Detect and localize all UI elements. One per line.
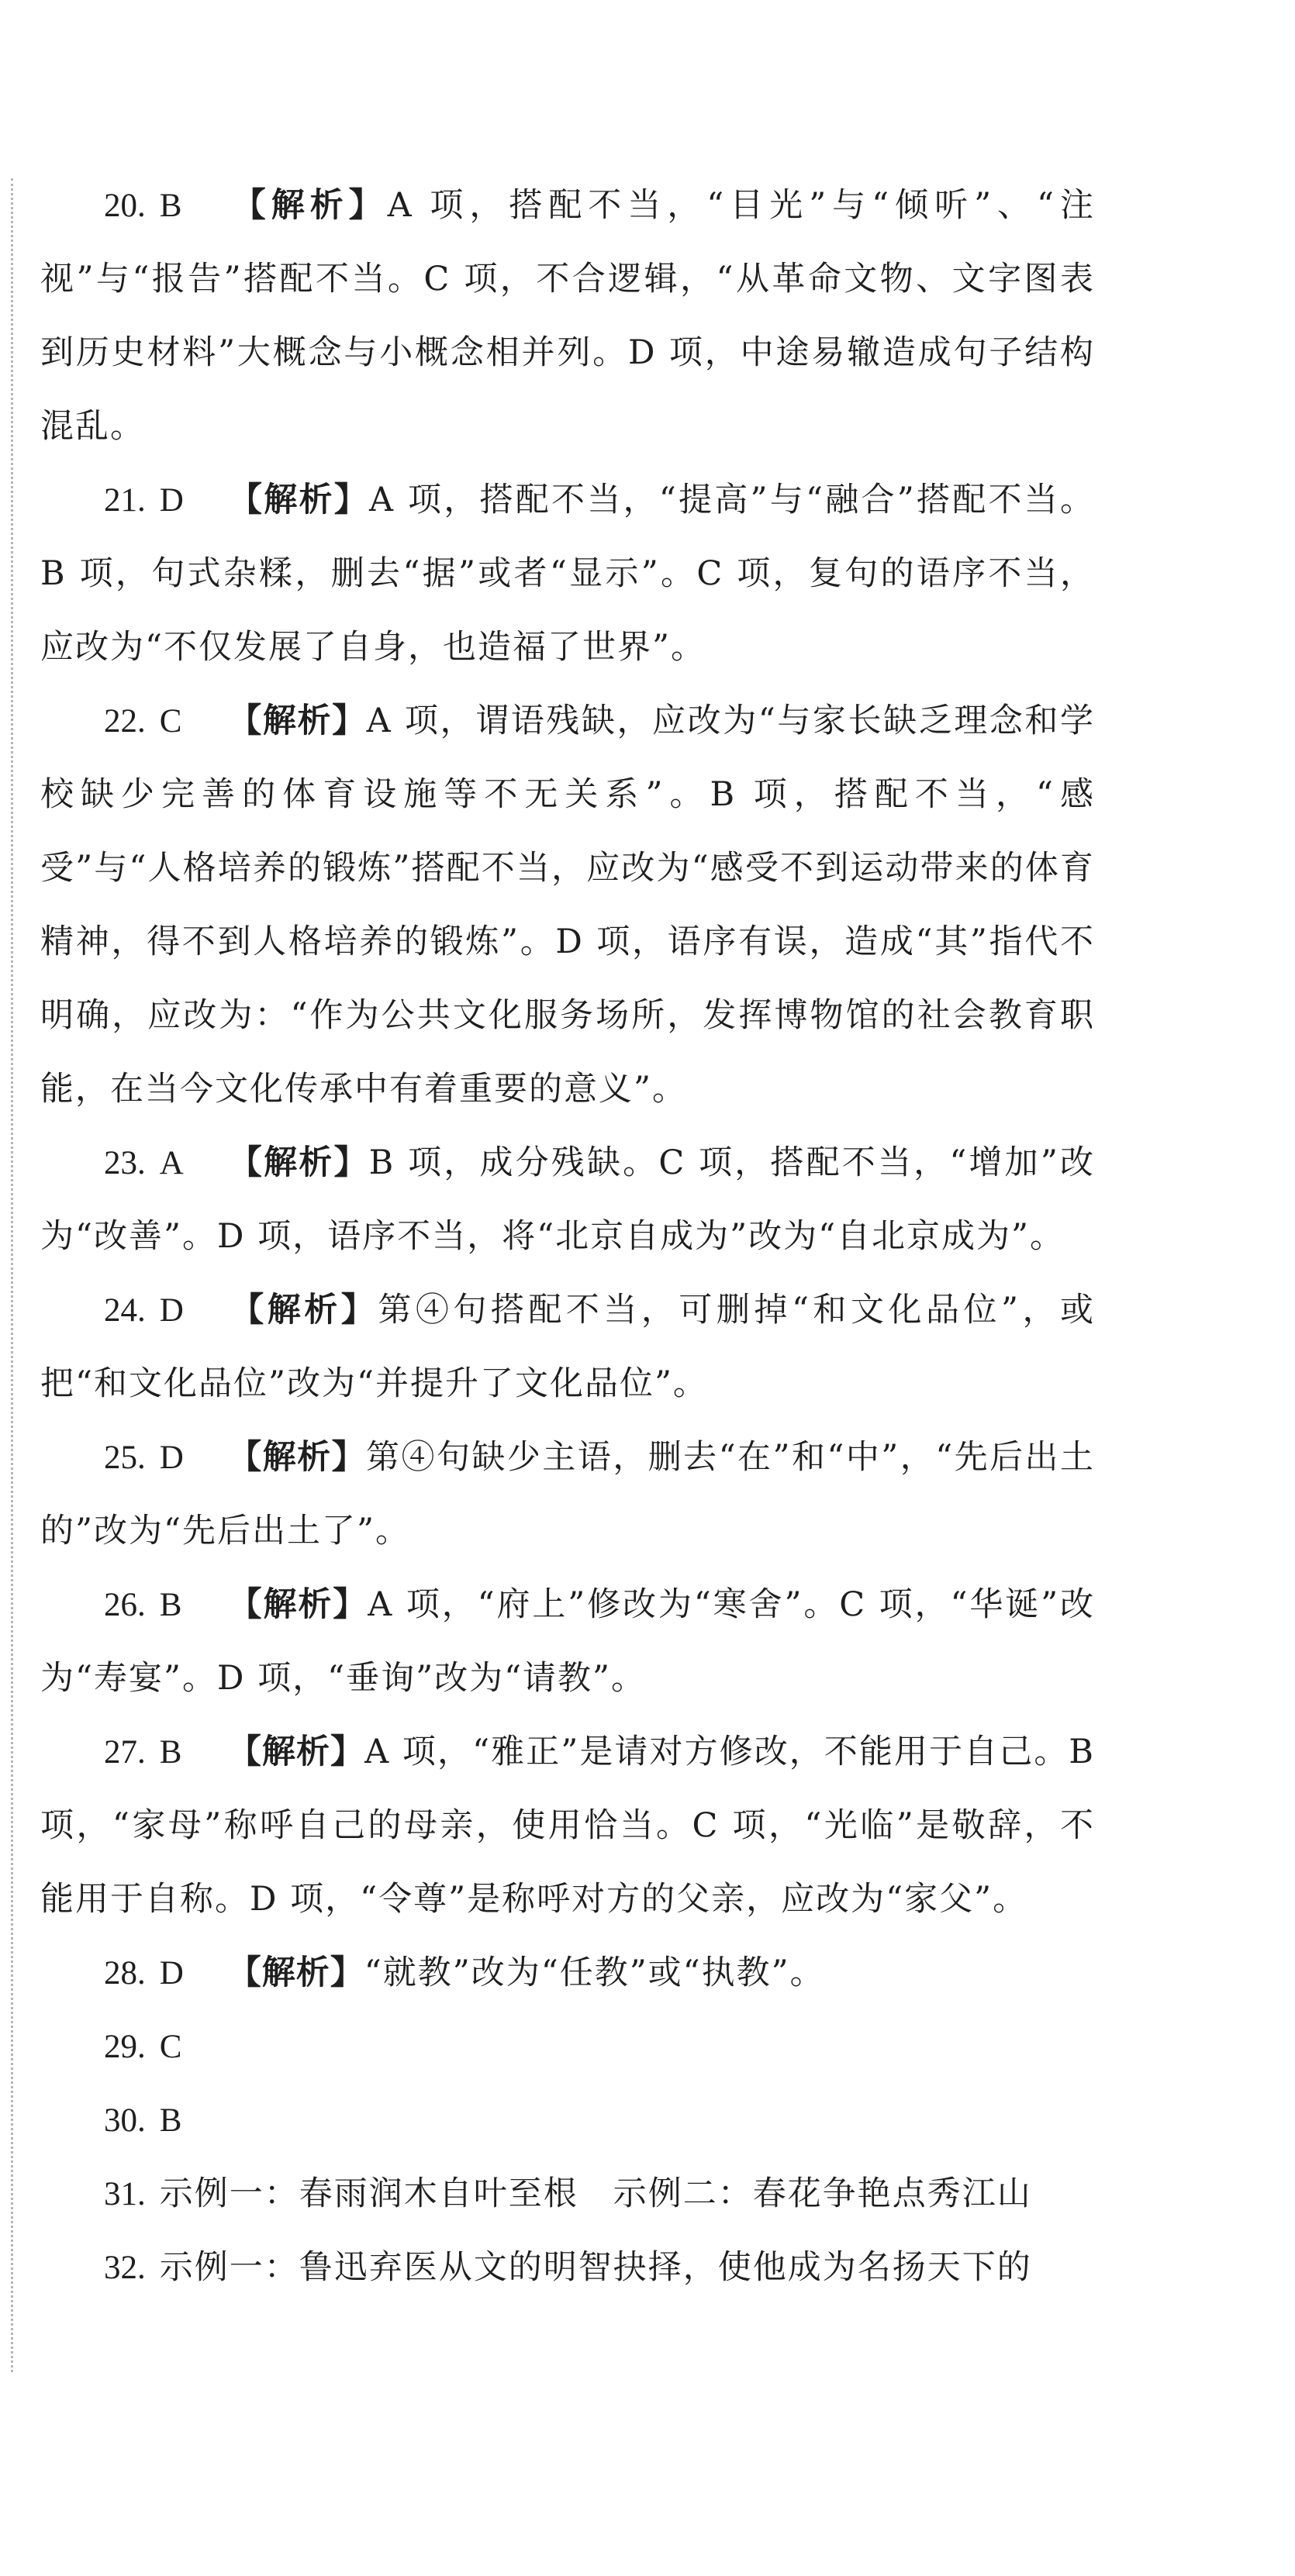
analysis-tag: 【解析】 bbox=[227, 702, 367, 740]
answer-item-22 bbox=[40, 685, 1095, 1126]
answer-letter: B bbox=[159, 188, 184, 224]
answer-item-20 bbox=[40, 169, 1095, 464]
analysis-tag: 【解析】 bbox=[227, 1585, 368, 1624]
analysis-text: B 项，成分残缺。C 项，搭配不当，“增加”改为“改善”。D 项，语序不当，将“北京自成为”改为“自北京成为”。 bbox=[40, 1143, 1095, 1256]
answer-letter: C bbox=[159, 703, 184, 740]
analysis-tag: 【解析】 bbox=[227, 186, 388, 225]
answer-letter: D bbox=[159, 1440, 185, 1476]
item-number: 27. bbox=[104, 1734, 146, 1771]
answer-text: 示例一：鲁迅弃医从文的明智抉择，使他成为名扬天下的 bbox=[159, 2248, 1032, 2287]
item-number: 30. bbox=[104, 2102, 146, 2139]
analysis-tag: 【解析】 bbox=[227, 1954, 364, 1992]
answer-letter: A bbox=[159, 1145, 185, 1181]
analysis-text: “就教”改为“任教”或“执教”。 bbox=[364, 1954, 825, 1992]
answer-letter: D bbox=[159, 1292, 185, 1329]
analysis-tag: 【解析】 bbox=[227, 481, 370, 519]
analysis-text: A 项，谓语残缺，应改为“与家长缺乏理念和学校缺少完善的体育设施等不无关系”。B 项，搭配不当，“感受”与“人格培养的锻炼”搭配不当，应改为“感受不到运动带来的体育精神，得不到人格培养的锻炼”。D 项，语序有误，造成“其”指代不明确，应改为：“作为公共文化服务场所，发挥博物馆的社会教育职能，在当今文化传承中有着重要的意义”。 bbox=[40, 702, 1095, 1109]
answer-item-31 bbox=[40, 2157, 1095, 2231]
analysis-tag: 【解析】 bbox=[227, 1143, 369, 1182]
analysis-tag: 【解析】 bbox=[227, 1733, 365, 1771]
analysis-text: 第④句搭配不当，可删掉“和文化品位”，或把“和文化品位”改为“并提升了文化品位”。 bbox=[40, 1291, 1096, 1403]
item-number: 23. bbox=[104, 1145, 146, 1181]
answer-item-25 bbox=[40, 1421, 1095, 1568]
answer-text: 示例一：春雨润木自叶至根 示例二：春花争艳点秀江山 bbox=[159, 2174, 1032, 2213]
answer-item-32 bbox=[40, 2231, 1095, 2305]
item-number: 21. bbox=[104, 482, 146, 519]
answer-key-page bbox=[40, 169, 1095, 2305]
analysis-tag: 【解析】 bbox=[227, 1438, 367, 1477]
item-number: 29. bbox=[104, 2029, 146, 2065]
answer-item-30 bbox=[40, 2084, 1095, 2157]
item-number: 24. bbox=[104, 1292, 146, 1329]
answer-item-21 bbox=[40, 464, 1095, 685]
binding-margin-line bbox=[11, 178, 13, 2372]
answer-item-27 bbox=[40, 1716, 1095, 1936]
item-number: 31. bbox=[104, 2176, 146, 2212]
answer-item-28 bbox=[40, 1936, 1095, 2010]
item-number: 28. bbox=[104, 1955, 146, 1991]
answer-item-29 bbox=[40, 2010, 1095, 2084]
answer-letter: B bbox=[159, 1734, 184, 1771]
answer-item-23 bbox=[40, 1126, 1095, 1274]
item-number: 20. bbox=[104, 188, 146, 224]
answer-letter: B bbox=[159, 1587, 184, 1623]
answer-letter: D bbox=[159, 1955, 185, 1991]
analysis-text: A 项，“府上”修改为“寒舍”。C 项，“华诞”改为“寿宴”。D 项，“垂询”改为“请教”。 bbox=[40, 1585, 1095, 1698]
answer-letter: D bbox=[159, 482, 185, 519]
analysis-text: A 项，搭配不当，“提高”与“融合”搭配不当。B 项，句式杂糅，删去“据”或者“显示”。C 项，复句的语序不当，应改为“不仅发展了自身，也造福了世界”。 bbox=[40, 481, 1096, 667]
item-number: 25. bbox=[104, 1440, 146, 1476]
answer-letter: C bbox=[159, 2029, 184, 2065]
analysis-text: 第④句缺少主语，删去“在”和“中”，“先后出土的”改为“先后出土了”。 bbox=[40, 1438, 1096, 1550]
analysis-tag: 【解析】 bbox=[227, 1291, 378, 1329]
item-number: 26. bbox=[104, 1587, 146, 1623]
item-number: 32. bbox=[104, 2250, 146, 2286]
answer-item-24 bbox=[40, 1274, 1095, 1421]
analysis-text: A 项，搭配不当，“目光”与“倾听”、“注视”与“报告”搭配不当。C 项，不合逻辑，“从革命文物、文字图表到历史材料”大概念与小概念相并列。D 项，中途易辙造成句子结构混乱。 bbox=[40, 186, 1095, 446]
answer-letter: B bbox=[159, 2102, 184, 2139]
analysis-text: A 项，“雅正”是请对方修改，不能用于自己。B 项，“家母”称呼自己的母亲，使用恰当。C 项，“光临”是敬辞，不能用于自称。D 项，“令尊”是称呼对方的父亲，应改为“家父”。 bbox=[40, 1733, 1096, 1919]
item-number: 22. bbox=[104, 703, 146, 740]
answer-item-26 bbox=[40, 1568, 1095, 1716]
